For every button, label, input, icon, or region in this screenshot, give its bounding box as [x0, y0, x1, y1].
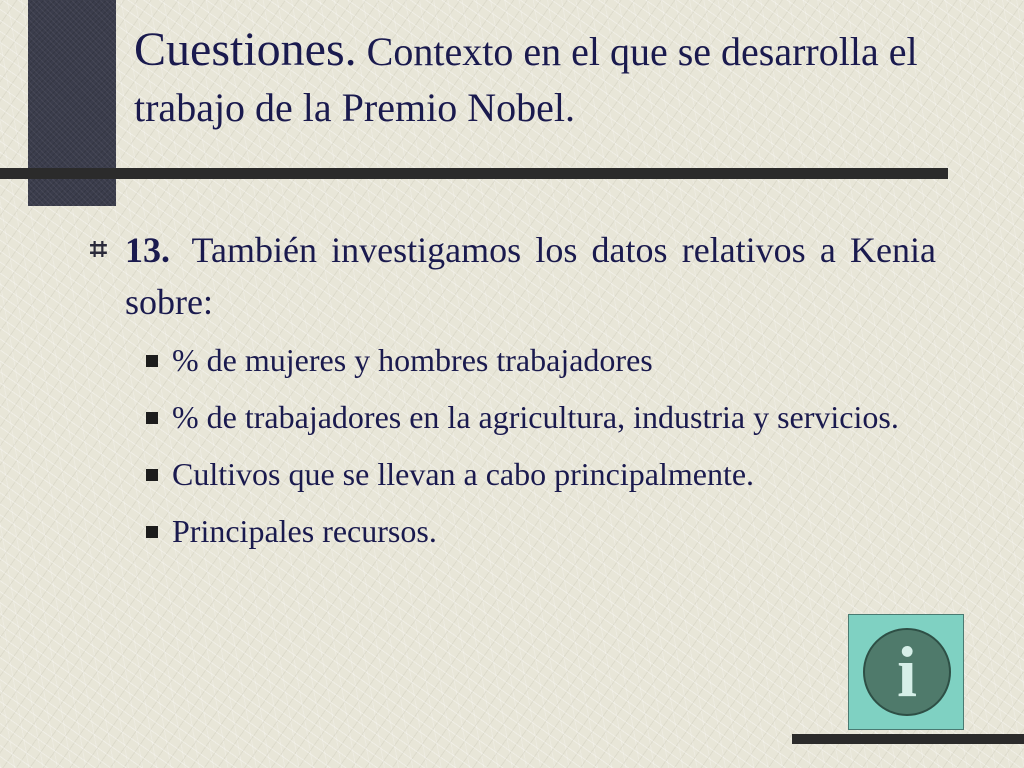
info-icon: i — [863, 628, 951, 716]
sub-bullet-text: Principales recursos. — [172, 513, 437, 549]
slide-title-main: Cuestiones. — [134, 23, 357, 76]
sub-bullet-item — [172, 338, 936, 383]
square-bullet-icon — [146, 412, 158, 424]
sub-bullet-text: % de trabajadores en la agricultura, industria y servicios. — [172, 399, 899, 435]
square-bullet-icon — [146, 469, 158, 481]
item-text: También investigamos los datos relativos a Kenia sobre: — [125, 230, 936, 322]
footer-divider — [792, 734, 1024, 744]
bullet-item-13 — [88, 224, 936, 328]
info-button[interactable] — [848, 614, 964, 730]
sub-bullet-item — [172, 395, 936, 440]
item-number: 13. — [125, 230, 170, 270]
square-bullet-icon — [146, 526, 158, 538]
sub-bullet-list — [88, 338, 936, 554]
sub-bullet-item — [172, 509, 936, 554]
sub-bullet-text: % de mujeres y hombres trabajadores — [172, 342, 653, 378]
hash-bullet-icon: ⌗ — [90, 233, 107, 266]
slide-title — [134, 22, 984, 136]
slide-title-rest: Contexto en el que se desarrolla el trabajo de la Premio Nobel. — [134, 29, 918, 130]
sub-bullet-item — [172, 452, 936, 497]
title-divider — [0, 168, 948, 179]
square-bullet-icon — [146, 355, 158, 367]
sub-bullet-text: Cultivos que se llevan a cabo principalmente. — [172, 456, 755, 492]
slide-body — [88, 224, 936, 566]
